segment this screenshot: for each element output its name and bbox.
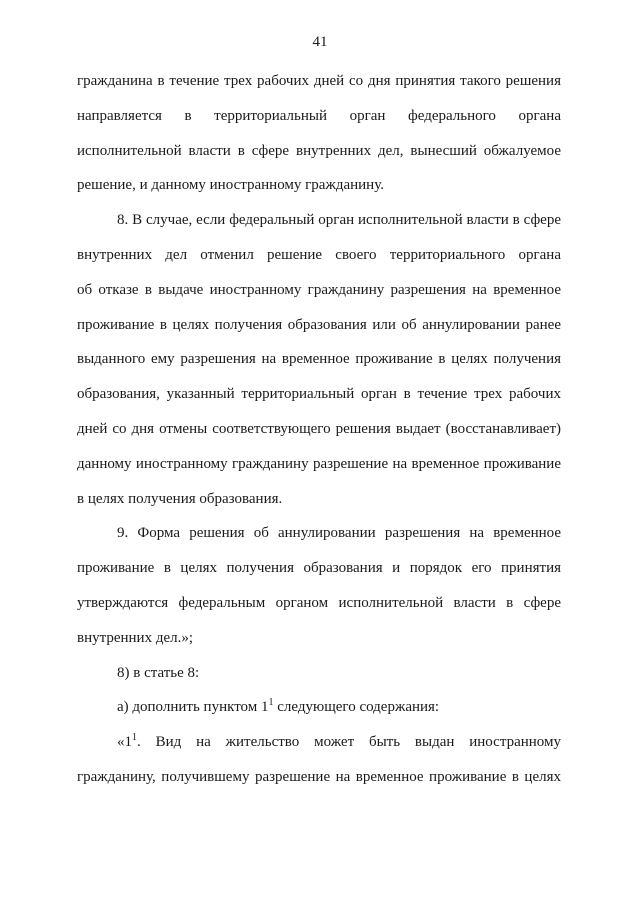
text-line: образования, указанный территориальный орган в течение трех рабочих: [77, 386, 561, 403]
text-line: об отказе в выдаче иностранному гражданину разрешения на временное: [77, 281, 561, 298]
paragraph-subitem-a: [77, 690, 561, 725]
paragraph-item-9: [77, 516, 561, 655]
text-line: внутренних дел.»;: [77, 629, 194, 646]
text-line: [77, 725, 561, 760]
text-fragment: а) дополнить пунктом 1: [117, 699, 269, 716]
text-line: данному иностранному гражданину разрешение на временное проживание: [77, 455, 561, 472]
paragraph-quoted-clause: [77, 725, 561, 795]
text-fragment: следующего содержания:: [273, 699, 440, 716]
text-line: внутренних дел отменил решение своего территориального органа: [77, 246, 561, 263]
superscript: 1: [268, 697, 274, 709]
text-line: решение, и данному иностранному гражданину.: [77, 177, 384, 194]
text-line: гражданина в течение трех рабочих дней со дня принятия такого решения: [77, 73, 561, 89]
text-line: направляется в территориальный орган федерального органа: [77, 107, 561, 124]
text-line: 8) в статье 8:: [117, 664, 200, 681]
text-line: проживание в целях получения образования и порядок его принятия: [77, 560, 561, 577]
text-line: 8. В случае, если федеральный орган исполнительной власти в сфере: [117, 212, 561, 229]
text-line: дней со дня отмены соответствующего решения выдает (восстанавливает): [77, 420, 561, 437]
paragraph-article-8: [77, 656, 561, 691]
superscript: 1: [132, 732, 137, 744]
text-line: 9. Форма решения об аннулировании разрешения на временное: [117, 525, 561, 542]
text-line: гражданину, получившему разрешение на временное проживание в целях: [77, 768, 561, 785]
text-fragment: . Вид на жительство может быть выдан иностранному: [137, 734, 561, 751]
text-line: в целях получения образования.: [77, 490, 283, 507]
text-line: утверждаются федеральным органом исполнительной власти в сфере: [77, 594, 561, 611]
text-fragment: «1: [117, 734, 132, 751]
paragraph-item-8: [77, 203, 561, 516]
text-line: [77, 690, 561, 725]
paragraph-continuation: [77, 64, 561, 203]
document-body: [77, 64, 561, 795]
text-line: проживание в целях получения образования или об аннулировании ранее: [77, 316, 561, 333]
text-line: исполнительной власти в сфере внутренних дел, вынесший обжалуемое: [77, 142, 561, 159]
page-number: 41: [312, 34, 328, 50]
text-line: выданного ему разрешения на временное проживание в целях получения: [77, 351, 561, 368]
